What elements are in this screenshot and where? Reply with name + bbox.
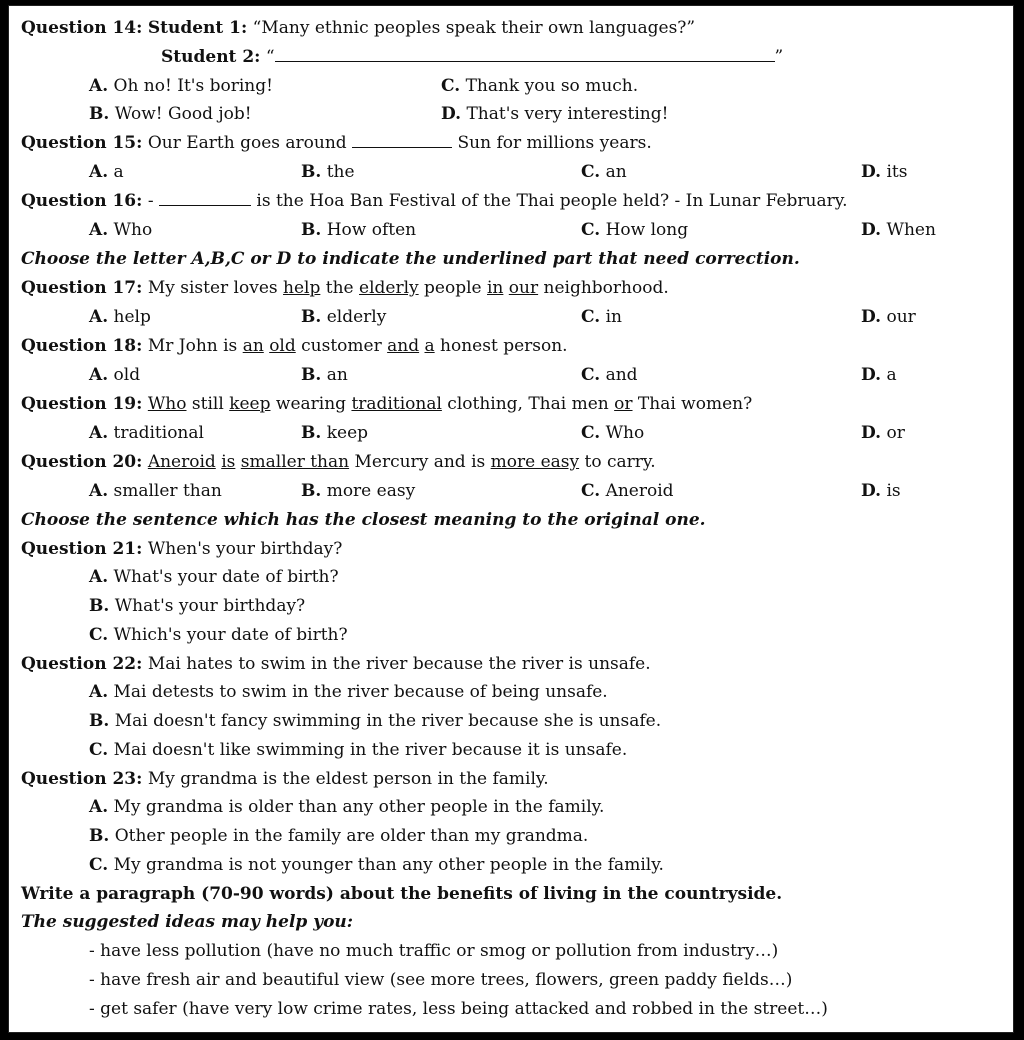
idea-item: - have less pollution (have no much traffic or smog or pollution from industry…) bbox=[89, 941, 779, 961]
q22-option-c: C. Mai doesn't like swimming in the river because it is unsafe. bbox=[89, 740, 628, 760]
question-18-line: Question 18: Mr John is an old customer and a honest person. bbox=[21, 336, 568, 356]
instruction-correction: Choose the letter A,B,C or D to indicate the underlined part that need correction. bbox=[21, 249, 800, 269]
underlined-part: an bbox=[242, 336, 264, 356]
answer-blank bbox=[352, 131, 452, 148]
q19-option-d: D. or bbox=[861, 423, 905, 443]
student-2-label: Student 2: bbox=[161, 47, 261, 67]
underlined-part: help bbox=[283, 278, 321, 298]
underlined-part: Aneroid bbox=[147, 452, 216, 472]
question-16-line: Question 16: - is the Hoa Ban Festival of the Thai people held? - In Lunar February. bbox=[21, 191, 848, 211]
q14-option-a: A. Oh no! It's boring! bbox=[89, 76, 273, 96]
q20-option-b: B. more easy bbox=[301, 481, 416, 501]
q14-option-d: D. That's very interesting! bbox=[441, 104, 669, 124]
student-2-close-quote: ” bbox=[774, 47, 784, 67]
q20-option-d: D. is bbox=[861, 481, 901, 501]
question-20-label: Question 20: bbox=[21, 452, 143, 472]
q16-option-d: D. When bbox=[861, 220, 936, 240]
underlined-part: in bbox=[487, 278, 504, 298]
question-22-label: Question 22: bbox=[21, 654, 143, 674]
idea-item: - get safer (have very low crime rates, less being attacked and robbed in the street…) bbox=[89, 999, 828, 1019]
q17-option-a: A. help bbox=[89, 307, 151, 327]
question-16-label: Question 16: bbox=[21, 191, 143, 211]
answer-blank bbox=[275, 45, 775, 62]
underlined-part: Who bbox=[147, 394, 187, 414]
question-15-line: Question 15: Our Earth goes around Sun for millions years. bbox=[21, 133, 652, 153]
q23-option-a: A. My grandma is older than any other people in the family. bbox=[89, 797, 605, 817]
q19-option-a: A. traditional bbox=[89, 423, 204, 443]
q21-option-c: C. Which's your date of birth? bbox=[89, 625, 348, 645]
q17-option-b: B. elderly bbox=[301, 307, 387, 327]
q19-option-c: C. Who bbox=[581, 423, 645, 443]
underlined-part: a bbox=[424, 336, 435, 356]
underlined-part: old bbox=[269, 336, 296, 356]
worksheet-page bbox=[8, 5, 1014, 1033]
question-20-line: Question 20: Aneroid is smaller than Mercury and is more easy to carry. bbox=[21, 452, 656, 472]
question-15-label: Question 15: bbox=[21, 133, 143, 153]
question-21-line: Question 21: When's your birthday? bbox=[21, 539, 343, 559]
answer-blank bbox=[159, 189, 251, 206]
question-17-line: Question 17: My sister loves help the elderly people in our neighborhood. bbox=[21, 278, 669, 298]
writing-task-hint: The suggested ideas may help you: bbox=[21, 912, 354, 932]
idea-item: - have fresh air and beautiful view (see more trees, flowers, green paddy fields…) bbox=[89, 970, 793, 990]
underlined-part: more easy bbox=[490, 452, 580, 472]
q15-option-c: C. an bbox=[581, 162, 627, 182]
q19-option-b: B. keep bbox=[301, 423, 369, 443]
q14-option-b: B. Wow! Good job! bbox=[89, 104, 252, 124]
question-14-line bbox=[21, 16, 695, 40]
question-19-line: Question 19: Who still keep wearing traditional clothing, Thai men or Thai women? bbox=[21, 394, 753, 414]
q17-option-c: C. in bbox=[581, 307, 622, 327]
q15-option-a: A. a bbox=[89, 162, 124, 182]
q23-option-b: B. Other people in the family are older than my grandma. bbox=[89, 826, 589, 846]
underlined-part: keep bbox=[229, 394, 271, 414]
q20-option-c: C. Aneroid bbox=[581, 481, 674, 501]
question-23-label: Question 23: bbox=[21, 769, 143, 789]
underlined-part: is bbox=[221, 452, 236, 472]
instruction-closest-meaning: Choose the sentence which has the closest meaning to the original one. bbox=[21, 510, 706, 530]
student-2-line bbox=[161, 45, 783, 69]
q22-option-a: A. Mai detests to swim in the river because of being unsafe. bbox=[89, 682, 608, 702]
q16-option-a: A. Who bbox=[89, 220, 153, 240]
q16-option-b: B. How often bbox=[301, 220, 417, 240]
question-19-label: Question 19: bbox=[21, 394, 143, 414]
underlined-part: and bbox=[387, 336, 420, 356]
underlined-part: smaller than bbox=[240, 452, 350, 472]
q21-option-b: B. What's your birthday? bbox=[89, 596, 306, 616]
underlined-part: our bbox=[508, 278, 539, 298]
question-21-label: Question 21: bbox=[21, 539, 143, 559]
q16-option-c: C. How long bbox=[581, 220, 689, 240]
question-18-label: Question 18: bbox=[21, 336, 143, 356]
underlined-part: or bbox=[614, 394, 633, 414]
student-1-text: “Many ethnic peoples speak their own languages?” bbox=[252, 18, 696, 38]
q18-option-d: D. a bbox=[861, 365, 897, 385]
q18-option-c: C. and bbox=[581, 365, 638, 385]
q18-option-b: B. an bbox=[301, 365, 348, 385]
q23-option-c: C. My grandma is not younger than any other people in the family. bbox=[89, 855, 664, 875]
writing-task-title: Write a paragraph (70-90 words) about the benefits of living in the countryside. bbox=[21, 884, 783, 904]
q22-option-b: B. Mai doesn't fancy swimming in the river because she is unsafe. bbox=[89, 711, 662, 731]
student-1-label: Student 1: bbox=[147, 18, 248, 38]
q15-option-b: B. the bbox=[301, 162, 355, 182]
q21-option-a: A. What's your date of birth? bbox=[89, 567, 339, 587]
underlined-part: traditional bbox=[351, 394, 442, 414]
q20-option-a: A. smaller than bbox=[89, 481, 222, 501]
q14-option-c: C. Thank you so much. bbox=[441, 76, 639, 96]
question-14-label: Question 14: bbox=[21, 18, 143, 38]
question-23-line: Question 23: My grandma is the eldest person in the family. bbox=[21, 769, 549, 789]
q18-option-a: A. old bbox=[89, 365, 141, 385]
q15-option-d: D. its bbox=[861, 162, 908, 182]
question-22-line: Question 22: Mai hates to swim in the river because the river is unsafe. bbox=[21, 654, 651, 674]
underlined-part: elderly bbox=[359, 278, 419, 298]
question-17-label: Question 17: bbox=[21, 278, 143, 298]
q17-option-d: D. our bbox=[861, 307, 916, 327]
student-2-open-quote: “ bbox=[265, 47, 275, 67]
